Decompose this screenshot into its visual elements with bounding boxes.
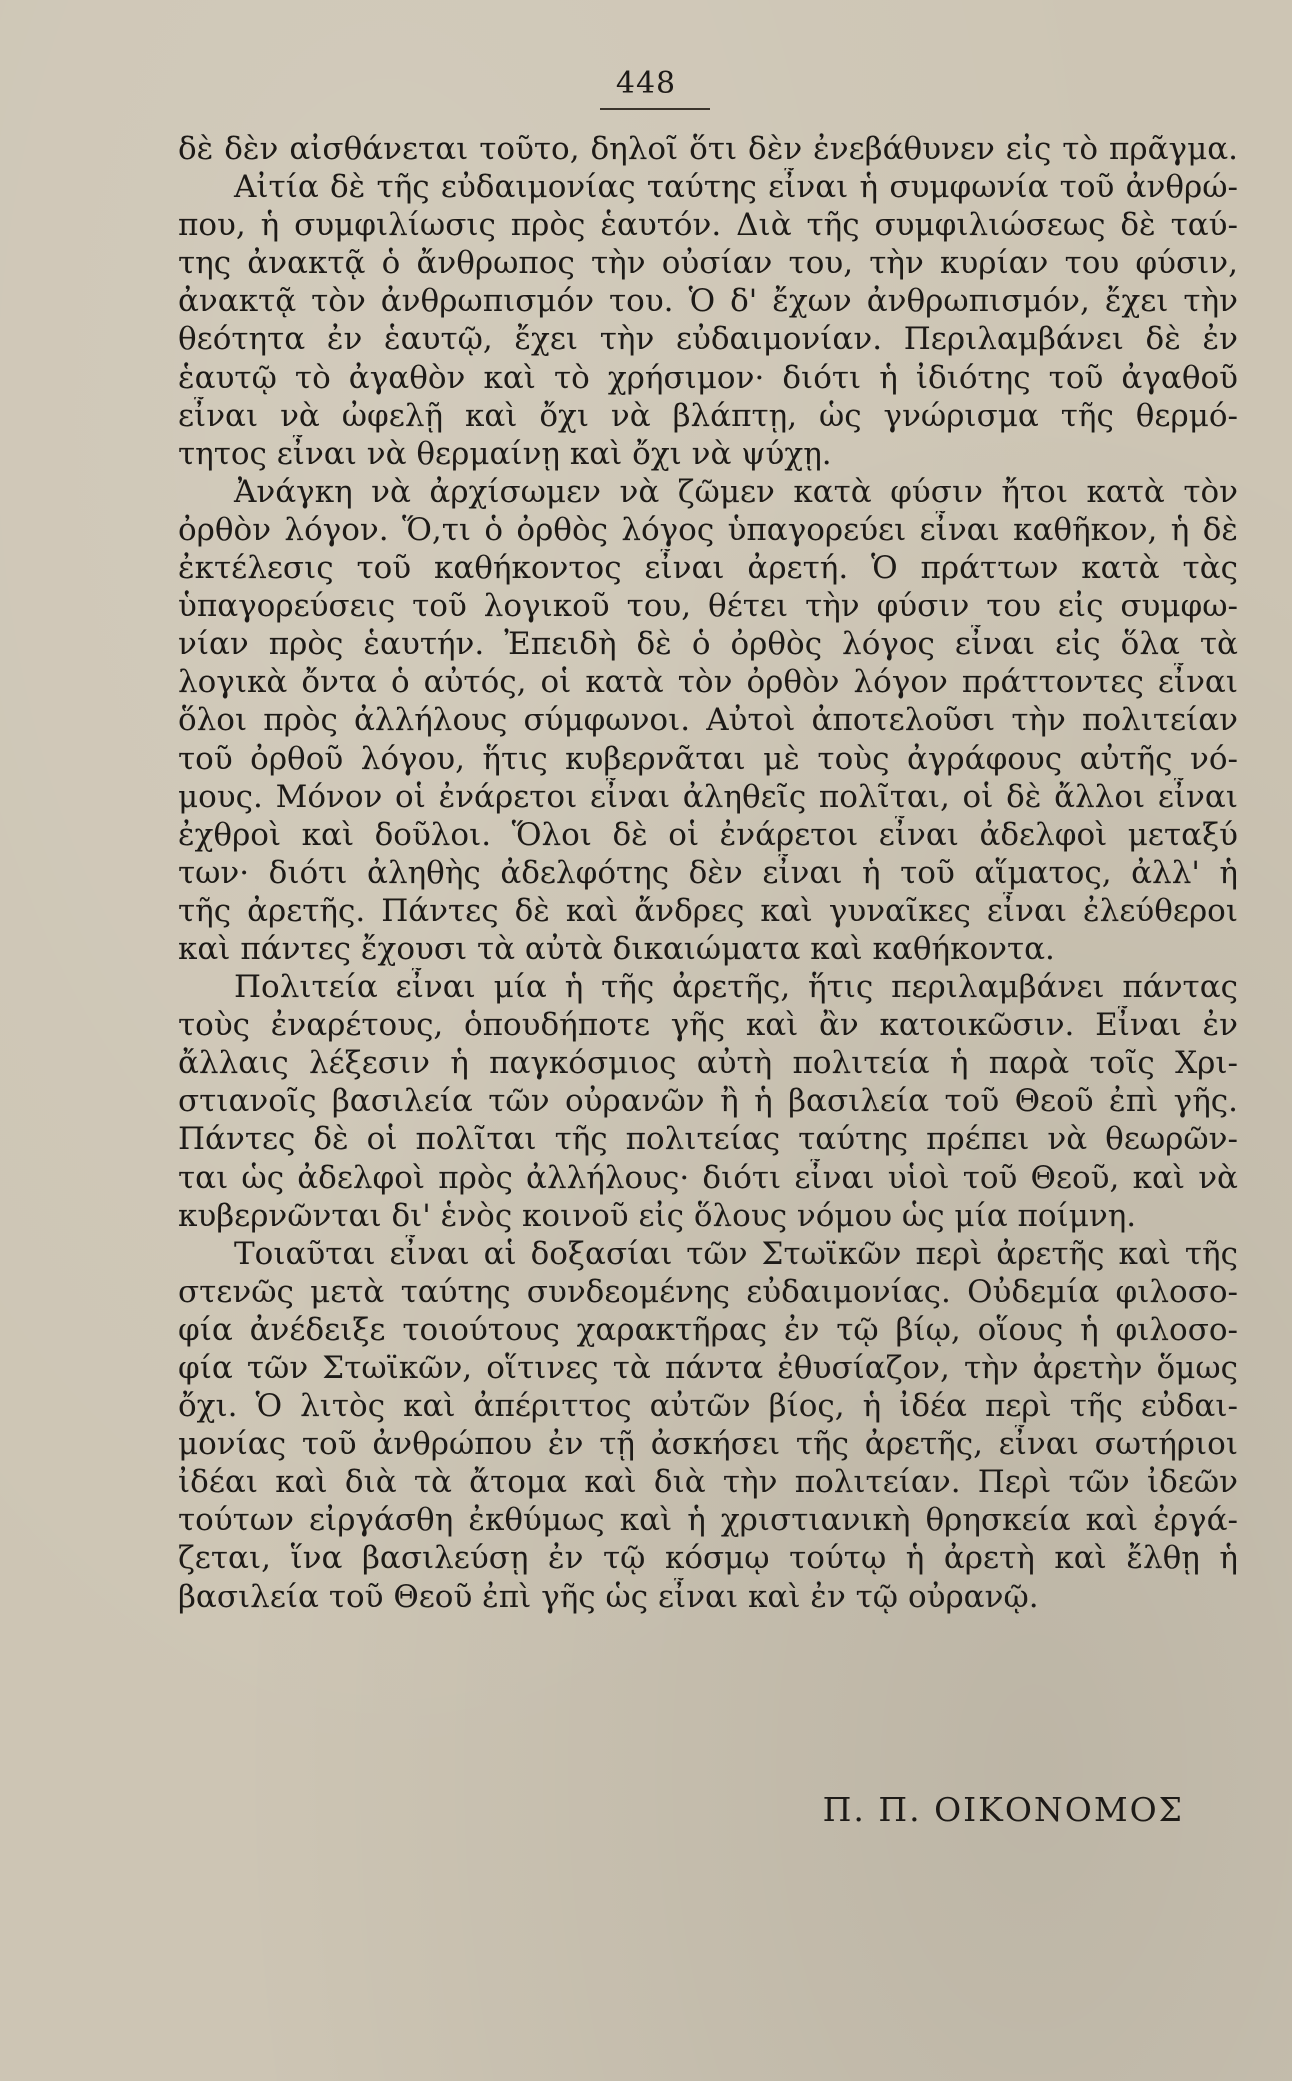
text-line: στιανοῖς βασιλεία τῶν οὐρανῶν ἢ ἡ βασιλεία τοῦ Θεοῦ ἐπὶ γῆς. bbox=[178, 1083, 1238, 1120]
text-line: ὅλοι πρὸς ἀλλήλους σύμφωνοι. Αὐτοὶ ἀποτελοῦσι τὴν πολιτείαν bbox=[178, 702, 1238, 739]
text-line: ὀρθὸν λόγον. Ὅ,τι ὁ ὀρθὸς λόγος ὑπαγορεύει εἶναι καθῆκον, ἡ δὲ bbox=[178, 511, 1238, 548]
text-line: θεότητα ἐν ἑαυτῷ, ἔχει τὴν εὐδαιμονίαν. Περιλαμβάνει δὲ ἐν bbox=[178, 321, 1238, 358]
text-line: Πολιτεία εἶναι μία ἡ τῆς ἀρετῆς, ἥτις περιλαμβάνει πάντας bbox=[234, 969, 1238, 1006]
text-line: Αἰτία δὲ τῆς εὐδαιμονίας ταύτης εἶναι ἡ συμφωνία τοῦ ἀνθρώ- bbox=[234, 169, 1238, 206]
text-line: ἄλλαις λέξεσιν ἡ παγκόσμιος αὐτὴ πολιτεία ἡ παρὰ τοῖς Χρι- bbox=[178, 1045, 1238, 1082]
text-line: ἰδέαι καὶ διὰ τὰ ἄτομα καὶ διὰ τὴν πολιτείαν. Περὶ τῶν ἰδεῶν bbox=[178, 1464, 1238, 1501]
text-line: νίαν πρὸς ἑαυτήν. Ἐπειδὴ δὲ ὁ ὀρθὸς λόγος εἶναι εἰς ὅλα τὰ bbox=[178, 626, 1238, 663]
text-line: φία τῶν Στωϊκῶν, οἵτινες τὰ πάντα ἐθυσίαζον, τὴν ἀρετὴν ὅμως bbox=[178, 1350, 1238, 1386]
text-line: ται ὡς ἀδελφοὶ πρὸς ἀλλήλους· διότι εἶναι υἱοὶ τοῦ Θεοῦ, καὶ νὰ bbox=[178, 1159, 1238, 1196]
text-line: λογικὰ ὄντα ὁ αὐτός, οἱ κατὰ τὸν ὀρθὸν λόγον πράττοντες εἶναι bbox=[178, 664, 1238, 701]
text-line: Ἀνάγκη νὰ ἀρχίσωμεν νὰ ζῶμεν κατὰ φύσιν ἤτοι κατὰ τὸν bbox=[234, 473, 1238, 510]
text-line: ἀνακτᾷ τὸν ἀνθρωπισμόν του. Ὁ δ' ἔχων ἀνθρωπισμόν, ἔχει τὴν bbox=[178, 283, 1238, 320]
text-line: δὲ δὲν αἰσθάνεται τοῦτο, δηλοῖ ὅτι δὲν ἐνεβάθυνεν εἰς τὸ πρᾶγμα. bbox=[178, 131, 1238, 167]
text-line: των· διότι ἀληθὴς ἀδελφότης δὲν εἶναι ἡ τοῦ αἵματος, ἀλλ' ἡ bbox=[178, 854, 1238, 891]
text-line: ὄχι. Ὁ λιτὸς καὶ ἀπέριττος αὐτῶν βίος, ἡ ἰδέα περὶ τῆς εὐδαι- bbox=[178, 1388, 1238, 1425]
text-line: τούτων εἰργάσθη ἐκθύμως καὶ ἡ χριστιανικὴ θρησκεία καὶ ἐργά- bbox=[178, 1502, 1238, 1539]
page-number-underline bbox=[600, 108, 710, 110]
text-line: τητος εἶναι νὰ θερμαίνῃ καὶ ὄχι νὰ ψύχῃ. bbox=[178, 435, 832, 472]
text-line: τῆς ἀρετῆς. Πάντες δὲ καὶ ἄνδρες καὶ γυναῖκες εἶναι ἐλεύθεροι bbox=[178, 892, 1238, 929]
text-line: ἐχθροὶ καὶ δοῦλοι. Ὅλοι δὲ οἱ ἐνάρετοι εἶναι ἀδελφοὶ μεταξύ bbox=[178, 816, 1238, 853]
text-line: μους. Μόνον οἱ ἐνάρετοι εἶναι ἀληθεῖς πολῖται, οἱ δὲ ἄλλοι εἶναι bbox=[178, 778, 1238, 815]
text-line: εἶναι νὰ ὠφελῇ καὶ ὄχι νὰ βλάπτῃ, ὡς γνώρισμα τῆς θερμό- bbox=[178, 397, 1238, 434]
body-text bbox=[178, 130, 1238, 1616]
text-line: καὶ πάντες ἔχουσι τὰ αὐτὰ δικαιώματα καὶ καθήκοντα. bbox=[178, 930, 1055, 967]
text-line: φία ἀνέδειξε τοιούτους χαρακτῆρας ἐν τῷ βίῳ, οἵους ἡ φιλοσο- bbox=[178, 1311, 1238, 1348]
text-line: ζεται, ἵνα βασιλεύσῃ ἐν τῷ κόσμῳ τούτῳ ἡ ἀρετὴ καὶ ἔλθῃ ἡ bbox=[178, 1540, 1238, 1577]
text-line: μονίας τοῦ ἀνθρώπου ἐν τῇ ἀσκήσει τῆς ἀρετῆς, εἶναι σωτήριοι bbox=[178, 1426, 1238, 1463]
text-line: Πάντες δὲ οἱ πολῖται τῆς πολιτείας ταύτης πρέπει νὰ θεωρῶν- bbox=[178, 1121, 1238, 1158]
text-line: ἐκτέλεσις τοῦ καθήκοντος εἶναι ἀρετή. Ὁ πράττων κατὰ τὰς bbox=[178, 550, 1238, 587]
text-line: Τοιαῦται εἶναι αἱ δοξασίαι τῶν Στωϊκῶν περὶ ἀρετῆς καὶ τῆς bbox=[234, 1235, 1238, 1272]
text-line: τοὺς ἐναρέτους, ὁπουδήποτε γῆς καὶ ἂν κατοικῶσιν. Εἶναι ἐν bbox=[178, 1007, 1238, 1044]
text-line: ἑαυτῷ τὸ ἀγαθὸν καὶ τὸ χρήσιμον· διότι ἡ ἰδιότης τοῦ ἀγαθοῦ bbox=[178, 359, 1238, 396]
text-line: βασιλεία τοῦ Θεοῦ ἐπὶ γῆς ὡς εἶναι καὶ ἐν τῷ οὐρανῷ. bbox=[178, 1578, 1039, 1615]
page-number: 448 bbox=[615, 66, 677, 101]
text-line: της ἀνακτᾷ ὁ ἄνθρωπος τὴν οὐσίαν του, τὴν κυρίαν του φύσιν, bbox=[178, 245, 1238, 282]
text-line: ὑπαγορεύσεις τοῦ λογικοῦ του, θέτει τὴν φύσιν του εἰς συμφω- bbox=[178, 588, 1238, 625]
text-line: τοῦ ὀρθοῦ λόγου, ἥτις κυβερνᾶται μὲ τοὺς ἀγράφους αὐτῆς νό- bbox=[178, 740, 1238, 777]
text-line: κυβερνῶνται δι' ἑνὸς κοινοῦ εἰς ὅλους νόμου ὡς μία ποίμνη. bbox=[178, 1197, 1137, 1234]
author-signature: Π. Π. ΟΙΚΟΝΟΜΟΣ bbox=[822, 1790, 1184, 1829]
text-line: στενῶς μετὰ ταύτης συνδεομένης εὐδαιμονίας. Οὐδεμία φιλοσο- bbox=[178, 1273, 1238, 1310]
text-line: που, ἡ συμφιλίωσις πρὸς ἑαυτόν. Διὰ τῆς συμφιλιώσεως δὲ ταύ- bbox=[178, 207, 1238, 244]
